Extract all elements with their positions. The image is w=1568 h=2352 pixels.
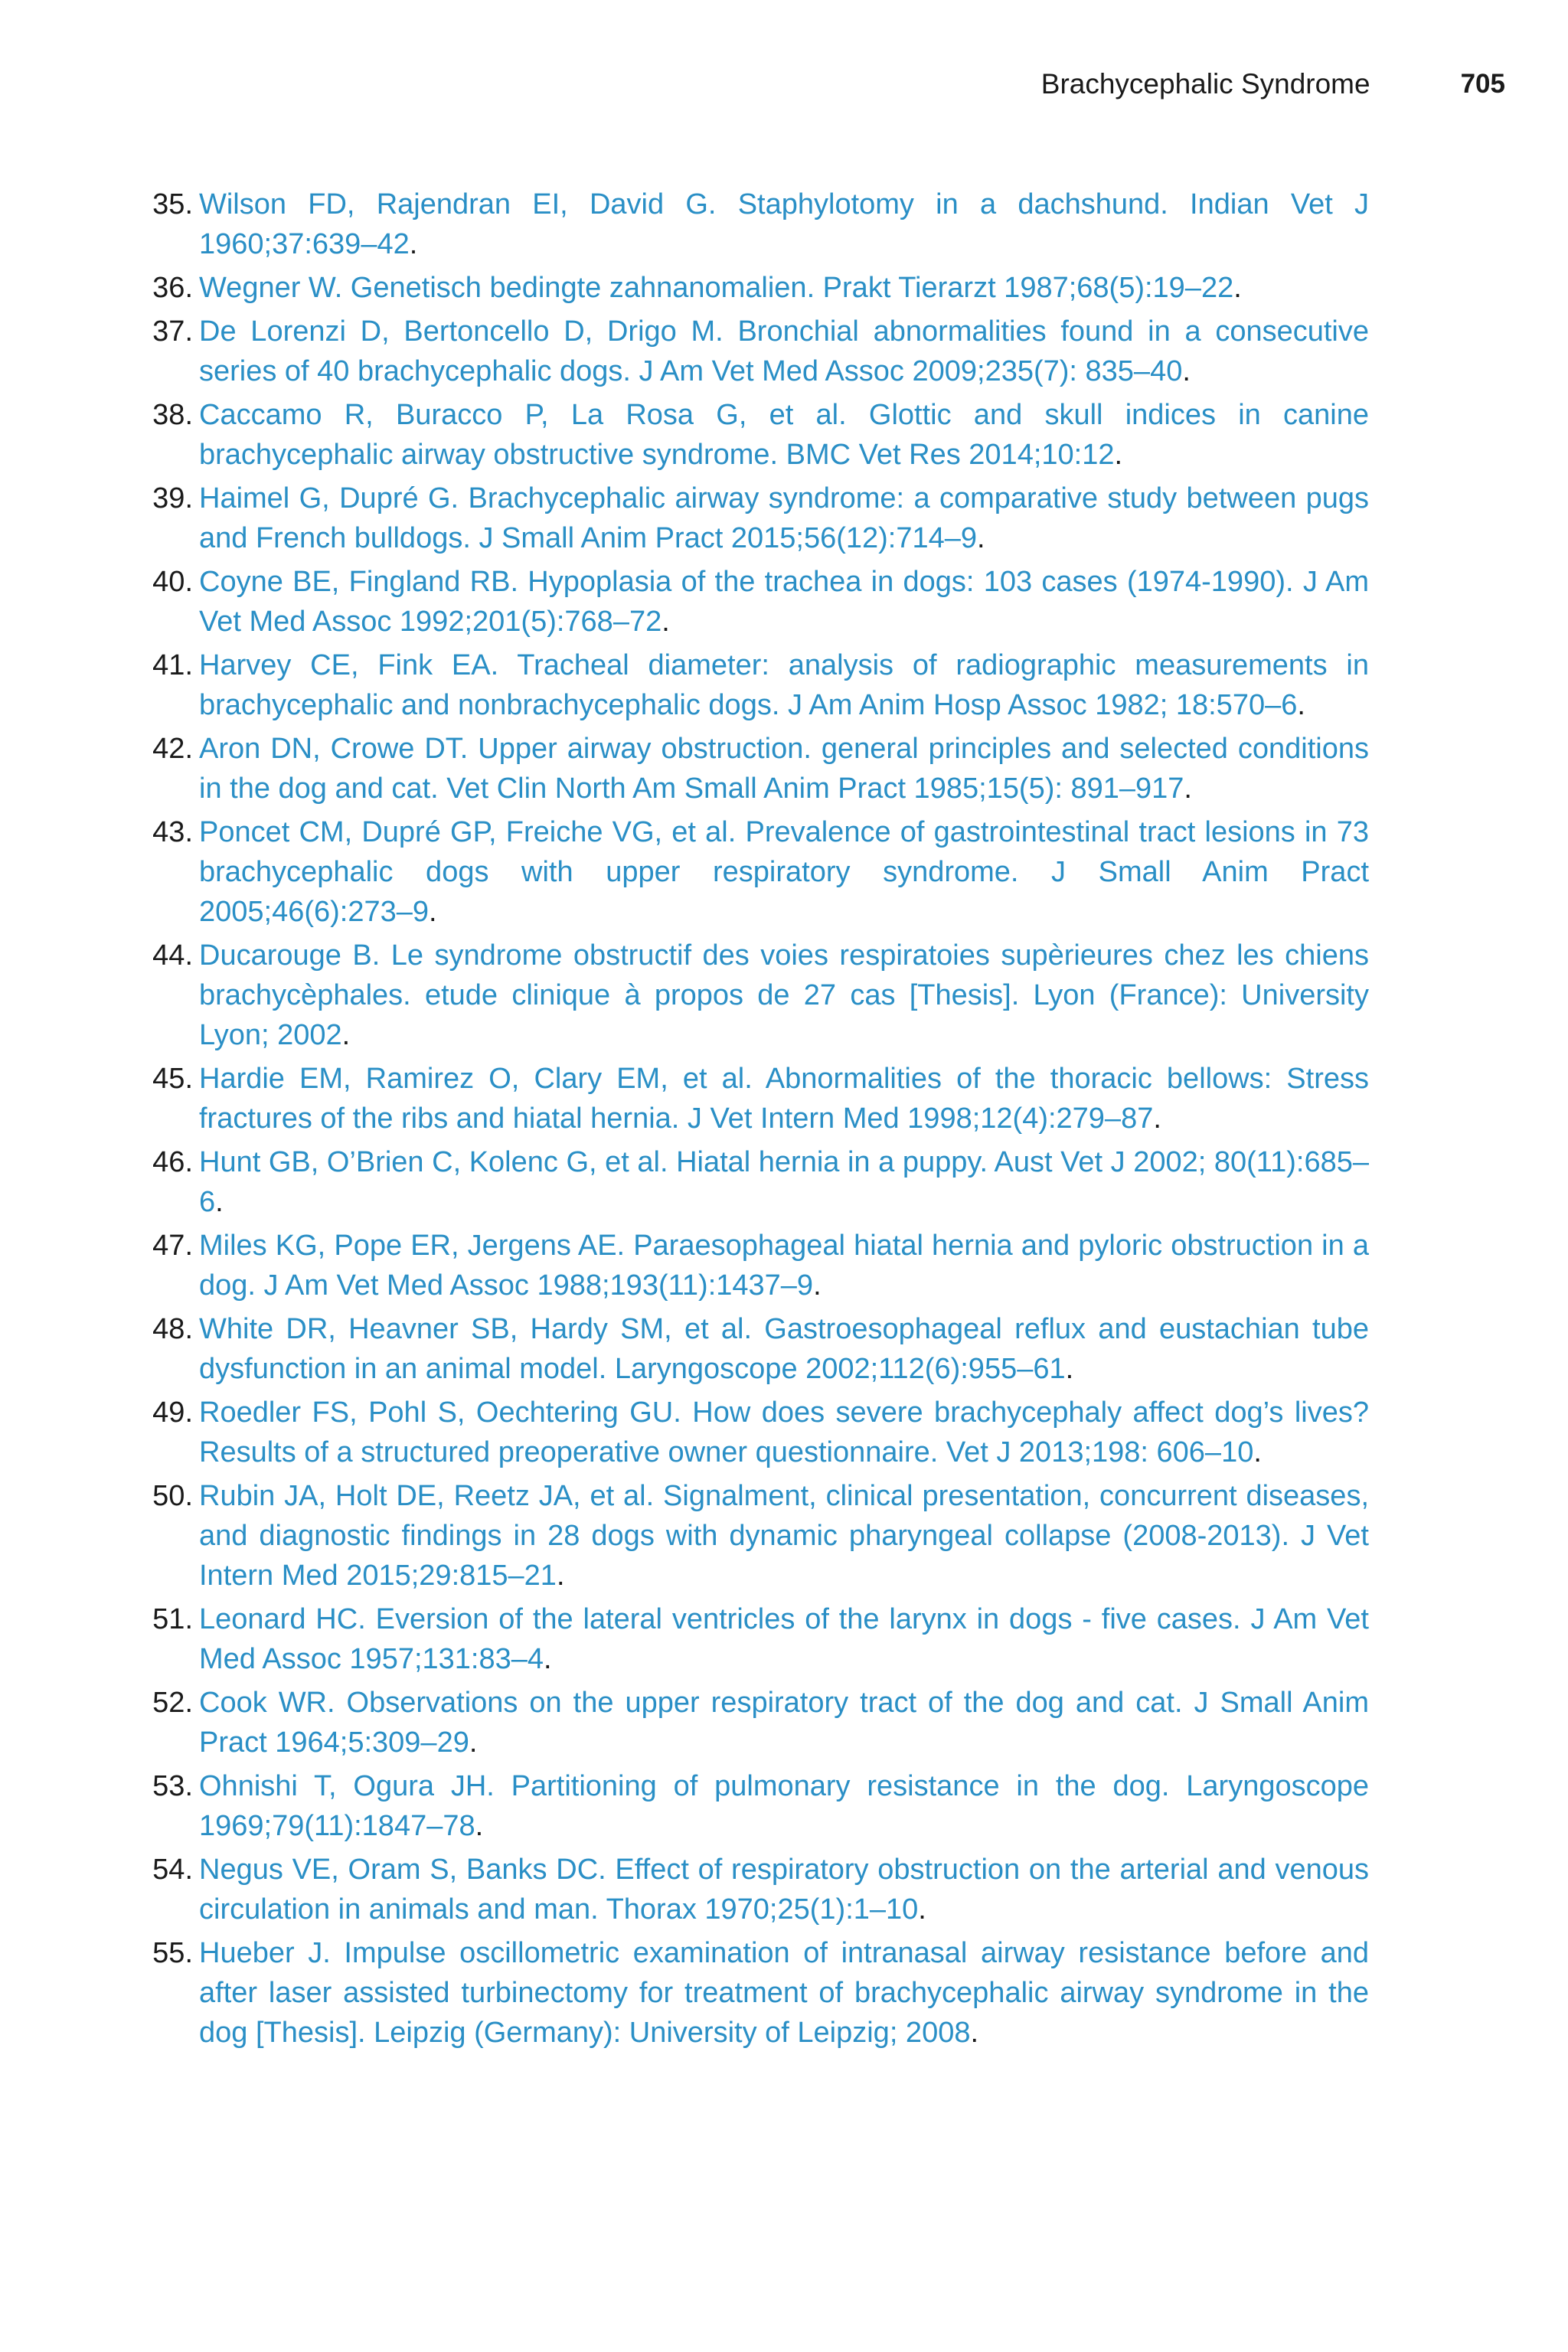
reference-link[interactable]: De Lorenzi D, Bertoncello D, Drigo M. Bronchial abnormalities found in a consecutive series of 40 brachycephalic dogs. J Am Vet Med Assoc 2009;235(7): 835–40 bbox=[199, 315, 1369, 387]
reference-link[interactable]: Roedler FS, Pohl S, Oechtering GU. How does severe brachycephaly affect dog’s lives? Results of a structured preoperative owner questionnaire. Vet J 2013;198: 606–10 bbox=[199, 1396, 1369, 1468]
reference-item: 55. Hueber J. Impulse oscillometric examination of intranasal airway resistance before and after laser assisted turbinectomy for treatment of brachycephalic airway syndrome in the dog [Thesis]. Leipzig (Germany): University of Leipzig; 2008. bbox=[135, 1933, 1369, 2053]
reference-item: 43. Poncet CM, Dupré GP, Freiche VG, et al. Prevalence of gastrointestinal tract lesions in 73 brachycephalic dogs with upper respiratory syndrome. J Small Anim Pract 2005;46(6):273–9. bbox=[135, 812, 1369, 932]
reference-number: 36. bbox=[152, 272, 193, 304]
running-head bbox=[135, 66, 1505, 103]
reference-item: 54. Negus VE, Oram S, Banks DC. Effect of respiratory obstruction on the arterial and venous circulation in animals and man. Thorax 1970;25(1):1–10. bbox=[135, 1850, 1369, 1929]
reference-number: 50. bbox=[152, 1480, 193, 1512]
reference-link[interactable]: Hardie EM, Ramirez O, Clary EM, et al. Abnormalities of the thoracic bellows: Stress fractures of the ribs and hiatal hernia. J Vet Intern Med 1998;12(4):279–87 bbox=[199, 1063, 1369, 1135]
reference-item: 51. Leonard HC. Eversion of the lateral ventricles of the larynx in dogs - five cases. J Am Vet Med Assoc 1957;131:83–4. bbox=[135, 1599, 1369, 1679]
reference-link[interactable]: Miles KG, Pope ER, Jergens AE. Paraesophageal hiatal hernia and pyloric obstruction in a dog. J Am Vet Med Assoc 1988;193(11):1437–9 bbox=[199, 1230, 1369, 1302]
reference-item: 47. Miles KG, Pope ER, Jergens AE. Paraesophageal hiatal hernia and pyloric obstruction in a dog. J Am Vet Med Assoc 1988;193(11):1437–9. bbox=[135, 1226, 1369, 1305]
reference-item: 46. Hunt GB, O’Brien C, Kolenc G, et al. Hiatal hernia in a puppy. Aust Vet J 2002; 80(11):685–6. bbox=[135, 1142, 1369, 1222]
reference-item: 49. Roedler FS, Pohl S, Oechtering GU. How does severe brachycephaly affect dog’s lives? Results of a structured preoperative owner questionnaire. Vet J 2013;198: 606–10. bbox=[135, 1393, 1369, 1472]
reference-number: 35. bbox=[152, 188, 193, 220]
reference-number: 40. bbox=[152, 566, 193, 598]
reference-link[interactable]: Ohnishi T, Ogura JH. Partitioning of pulmonary resistance in the dog. Laryngoscope 1969;79(11):1847–78 bbox=[199, 1770, 1369, 1842]
reference-number: 54. bbox=[152, 1854, 193, 1886]
reference-item: 38. Caccamo R, Buracco P, La Rosa G, et al. Glottic and skull indices in canine brachycephalic airway obstructive syndrome. BMC Vet Res 2014;10:12. bbox=[135, 395, 1369, 475]
reference-number: 53. bbox=[152, 1770, 193, 1802]
reference-item: 44. Ducarouge B. Le syndrome obstructif des voies respiratoies supèrieures chez les chiens brachycèphales. etude clinique à propos de 27 cas [Thesis]. Lyon (France): University Lyon; 2002. bbox=[135, 936, 1369, 1055]
reference-number: 41. bbox=[152, 649, 193, 681]
reference-list bbox=[135, 185, 1369, 2056]
reference-item: 45. Hardie EM, Ramirez O, Clary EM, et al. Abnormalities of the thoracic bellows: Stress fractures of the ribs and hiatal hernia. J Vet Intern Med 1998;12(4):279–87. bbox=[135, 1059, 1369, 1138]
page-number: 705 bbox=[1460, 69, 1505, 99]
reference-number: 46. bbox=[152, 1146, 193, 1178]
reference-item: 36. Wegner W. Genetisch bedingte zahnanomalien. Prakt Tierarzt 1987;68(5):19–22. bbox=[135, 268, 1369, 308]
reference-number: 48. bbox=[152, 1313, 193, 1345]
reference-number: 42. bbox=[152, 733, 193, 765]
reference-item: 41. Harvey CE, Fink EA. Tracheal diameter: analysis of radiographic measurements in brachycephalic and nonbrachycephalic dogs. J Am Anim Hosp Assoc 1982; 18:570–6. bbox=[135, 645, 1369, 725]
reference-number: 52. bbox=[152, 1687, 193, 1719]
reference-link[interactable]: White DR, Heavner SB, Hardy SM, et al. Gastroesophageal reflux and eustachian tube dysfunction in an animal model. Laryngoscope 2002;112(6):955–61 bbox=[199, 1313, 1369, 1385]
reference-link[interactable]: Wegner W. Genetisch bedingte zahnanomalien. Prakt Tierarzt 1987;68(5):19–22 bbox=[199, 272, 1234, 304]
reference-item: 42. Aron DN, Crowe DT. Upper airway obstruction. general principles and selected conditions in the dog and cat. Vet Clin North Am Small Anim Pract 1985;15(5): 891–917. bbox=[135, 729, 1369, 808]
reference-link[interactable]: Wilson FD, Rajendran EI, David G. Staphylotomy in a dachshund. Indian Vet J 1960;37:639–42 bbox=[199, 188, 1369, 260]
reference-number: 49. bbox=[152, 1396, 193, 1429]
reference-link[interactable]: Ducarouge B. Le syndrome obstructif des voies respiratoies supèrieures chez les chiens brachycèphales. etude clinique à propos de 27 cas [Thesis]. Lyon (France): University Lyon; 2002 bbox=[199, 939, 1369, 1051]
reference-number: 45. bbox=[152, 1063, 193, 1095]
reference-link[interactable]: Haimel G, Dupré G. Brachycephalic airway syndrome: a comparative study between pugs and French bulldogs. J Small Anim Pract 2015;56(12):714–9 bbox=[199, 482, 1369, 554]
reference-link[interactable]: Aron DN, Crowe DT. Upper airway obstruction. general principles and selected conditions in the dog and cat. Vet Clin North Am Small Anim Pract 1985;15(5): 891–917 bbox=[199, 733, 1369, 805]
reference-item: 48. White DR, Heavner SB, Hardy SM, et al. Gastroesophageal reflux and eustachian tube dysfunction in an animal model. Laryngoscope 2002;112(6):955–61. bbox=[135, 1309, 1369, 1389]
reference-link[interactable]: Hunt GB, O’Brien C, Kolenc G, et al. Hiatal hernia in a puppy. Aust Vet J 2002; 80(11):685–6 bbox=[199, 1146, 1369, 1218]
reference-link[interactable]: Harvey CE, Fink EA. Tracheal diameter: analysis of radiographic measurements in brachycephalic and nonbrachycephalic dogs. J Am Anim Hosp Assoc 1982; 18:570–6 bbox=[199, 649, 1369, 721]
reference-link[interactable]: Coyne BE, Fingland RB. Hypoplasia of the trachea in dogs: 103 cases (1974-1990). J Am Vet Med Assoc 1992;201(5):768–72 bbox=[199, 566, 1369, 638]
reference-item: 37. De Lorenzi D, Bertoncello D, Drigo M. Bronchial abnormalities found in a consecutive series of 40 brachycephalic dogs. J Am Vet Med Assoc 2009;235(7): 835–40. bbox=[135, 312, 1369, 391]
reference-number: 38. bbox=[152, 399, 193, 431]
reference-number: 55. bbox=[152, 1937, 193, 1969]
reference-item: 39. Haimel G, Dupré G. Brachycephalic airway syndrome: a comparative study between pugs and French bulldogs. J Small Anim Pract 2015;56(12):714–9. bbox=[135, 479, 1369, 558]
reference-number: 43. bbox=[152, 816, 193, 848]
reference-item: 50. Rubin JA, Holt DE, Reetz JA, et al. Signalment, clinical presentation, concurrent diseases, and diagnostic findings in 28 dogs with dynamic pharyngeal collapse (2008-2013). J Vet Intern Med 2015;29:815–21. bbox=[135, 1476, 1369, 1596]
reference-link[interactable]: Cook WR. Observations on the upper respiratory tract of the dog and cat. J Small Anim Pract 1964;5:309–29 bbox=[199, 1687, 1369, 1759]
reference-link[interactable]: Negus VE, Oram S, Banks DC. Effect of respiratory obstruction on the arterial and venous circulation in animals and man. Thorax 1970;25(1):1–10 bbox=[199, 1854, 1369, 1926]
reference-number: 37. bbox=[152, 315, 193, 348]
reference-item: 53. Ohnishi T, Ogura JH. Partitioning of pulmonary resistance in the dog. Laryngoscope 1969;79(11):1847–78. bbox=[135, 1766, 1369, 1846]
reference-item: 40. Coyne BE, Fingland RB. Hypoplasia of the trachea in dogs: 103 cases (1974-1990). J Am Vet Med Assoc 1992;201(5):768–72. bbox=[135, 562, 1369, 642]
running-title: Brachycephalic Syndrome bbox=[1040, 68, 1370, 100]
reference-number: 44. bbox=[152, 939, 193, 972]
reference-number: 47. bbox=[152, 1230, 193, 1262]
reference-link[interactable]: Poncet CM, Dupré GP, Freiche VG, et al. Prevalence of gastrointestinal tract lesions in 73 brachycephalic dogs with upper respiratory syndrome. J Small Anim Pract 2005;46(6):273–9 bbox=[199, 816, 1369, 928]
reference-link[interactable]: Hueber J. Impulse oscillometric examination of intranasal airway resistance before and after laser assisted turbinectomy for treatment of brachycephalic airway syndrome in the dog [Thesis]. Leipzig (Germany): University of Leipzig; 2008 bbox=[199, 1937, 1369, 2049]
reference-item: 35. Wilson FD, Rajendran EI, David G. Staphylotomy in a dachshund. Indian Vet J 1960;37:639–42. bbox=[135, 185, 1369, 264]
reference-number: 39. bbox=[152, 482, 193, 514]
reference-number: 51. bbox=[152, 1603, 193, 1635]
reference-link[interactable]: Caccamo R, Buracco P, La Rosa G, et al. Glottic and skull indices in canine brachycephalic airway obstructive syndrome. BMC Vet Res 2014;10:12 bbox=[199, 399, 1369, 471]
reference-link[interactable]: Leonard HC. Eversion of the lateral ventricles of the larynx in dogs - five cases. J Am Vet Med Assoc 1957;131:83–4 bbox=[199, 1603, 1369, 1675]
reference-link[interactable]: Rubin JA, Holt DE, Reetz JA, et al. Signalment, clinical presentation, concurrent diseases, and diagnostic findings in 28 dogs with dynamic pharyngeal collapse (2008-2013). J Vet Intern Med 2015;29:815–21 bbox=[199, 1480, 1369, 1592]
reference-item: 52. Cook WR. Observations on the upper respiratory tract of the dog and cat. J Small Anim Pract 1964;5:309–29. bbox=[135, 1683, 1369, 1762]
